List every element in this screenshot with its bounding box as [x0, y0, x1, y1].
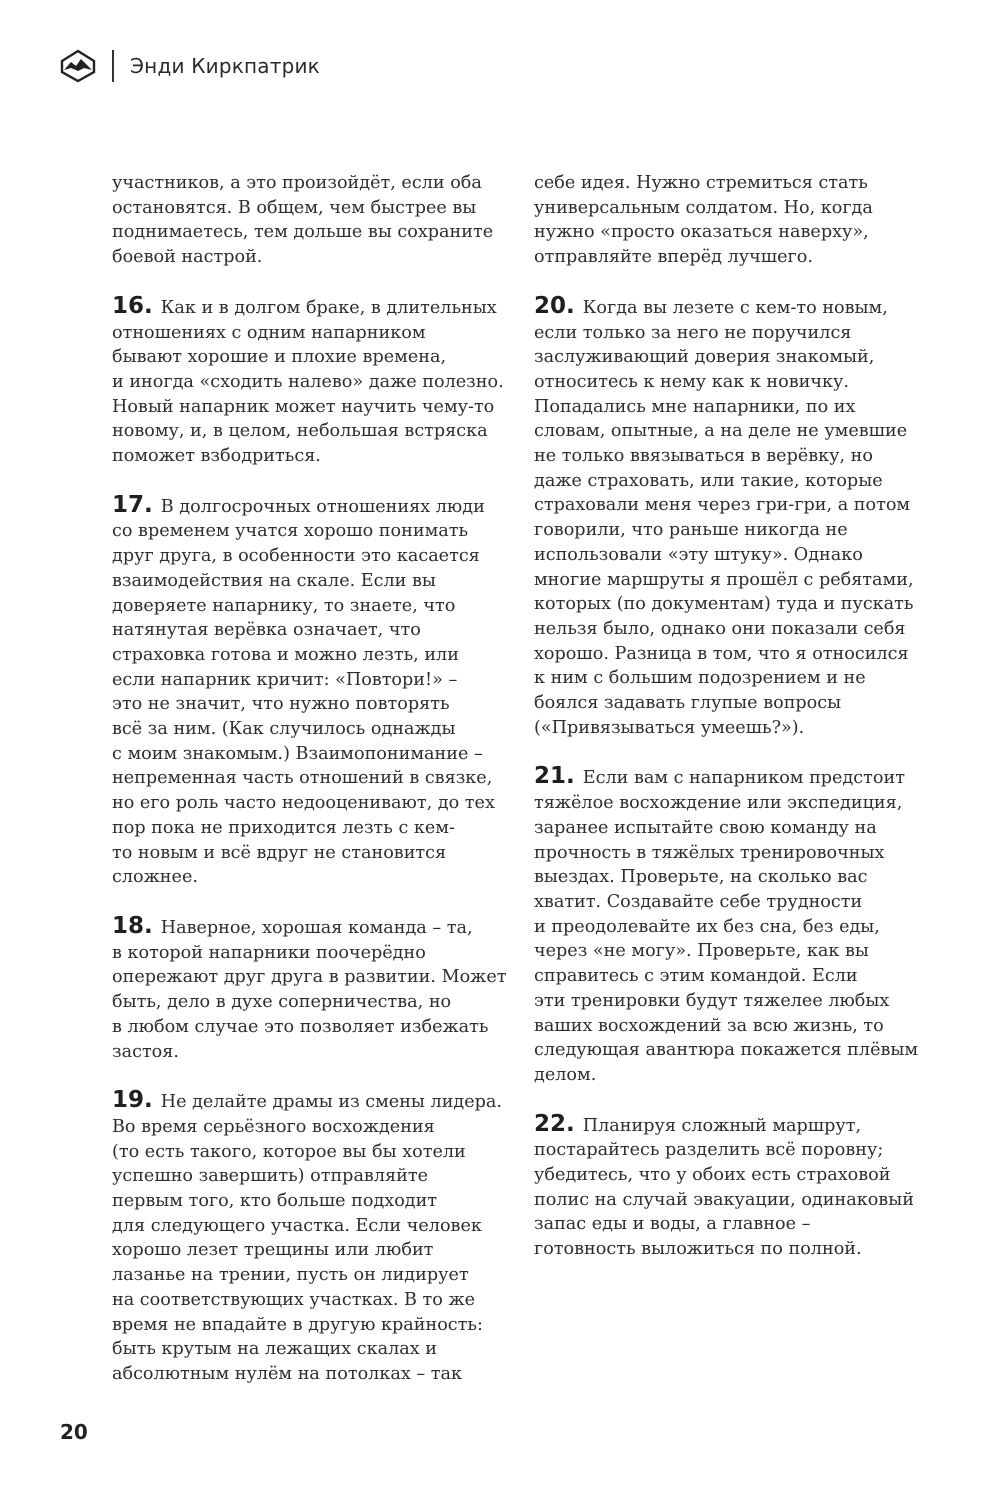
text-line	[112, 766, 507, 791]
line-text: время не впадайте в другую крайность:	[112, 1314, 483, 1335]
line-text: быть крутым на лежащих скалах и	[112, 1339, 438, 1360]
text-line	[112, 618, 507, 643]
text-line	[534, 716, 929, 741]
text-line	[112, 196, 507, 221]
text-line	[534, 1237, 929, 1262]
line-text: делом.	[534, 1064, 597, 1085]
line-text: (то есть такого, которое вы бы хотели	[112, 1141, 466, 1162]
text-line	[534, 1188, 929, 1213]
line-text: Как и в долгом браке, в длительных	[160, 297, 497, 318]
line-text: хорошо. Разница в том, что я относился	[534, 643, 909, 664]
line-text: и иногда «сходить налево» даже полезно.	[112, 371, 504, 392]
text-line	[112, 1088, 507, 1115]
line-text: застоя.	[112, 1041, 179, 1062]
text-line	[112, 1140, 507, 1165]
line-text: Планируя сложный маршрут,	[582, 1115, 862, 1136]
line-text: всё за ним. (Как случилось однажды	[112, 719, 456, 740]
line-text: отправляйте вперёд лучшего.	[534, 247, 813, 268]
line-text: но его роль часто недооценивают, до тех	[112, 793, 495, 814]
text-line	[534, 791, 929, 816]
text-line	[534, 915, 929, 940]
line-text: взаимодействия на скале. Если вы	[112, 570, 436, 591]
text-line	[112, 717, 507, 742]
text-line	[534, 294, 929, 321]
line-text: Когда вы лезете с кем-то новым,	[582, 297, 888, 318]
text-line	[534, 1138, 929, 1163]
numbered-paragraph	[112, 493, 507, 890]
line-text: Попадались мне напарники, по их	[534, 396, 856, 417]
line-text: готовность выложиться по полной.	[534, 1239, 862, 1260]
line-text: то новым и всё вдруг не становится	[112, 842, 447, 863]
text-line	[112, 1288, 507, 1313]
text-line	[534, 1163, 929, 1188]
text-line	[534, 568, 929, 593]
text-line	[534, 419, 929, 444]
text-line	[534, 518, 929, 543]
text-line	[534, 841, 929, 866]
text-line	[112, 791, 507, 816]
text-line	[534, 345, 929, 370]
line-text: остановятся. В общем, чем быстрее вы	[112, 197, 477, 218]
text-line	[534, 493, 929, 518]
text-line	[112, 370, 507, 395]
line-text: следующая авантюра покажется плёвым	[534, 1040, 919, 1061]
text-line	[534, 592, 929, 617]
text-line	[112, 1313, 507, 1338]
text-line	[112, 941, 507, 966]
item-number: 22.	[534, 1110, 575, 1137]
text-line	[534, 220, 929, 245]
item-number: 18.	[112, 912, 153, 939]
line-text: использовали «эту штуку». Однако	[534, 544, 863, 565]
text-line	[112, 1362, 507, 1387]
line-text: справитесь с этим командой. Если	[534, 966, 858, 987]
continued-paragraph	[534, 171, 929, 270]
text-line	[534, 1212, 929, 1237]
line-text: себе идея. Нужно стремиться стать	[534, 173, 868, 193]
line-text: если только за него не поручился	[534, 322, 852, 343]
line-text: в любом случае это позволяет избежать	[112, 1016, 489, 1037]
numbered-paragraph	[112, 294, 507, 469]
text-line	[112, 692, 507, 717]
text-line	[534, 171, 929, 196]
text-line	[112, 816, 507, 841]
right-column	[534, 171, 929, 1286]
line-text: с моим знакомым.) Взаимопонимание –	[112, 743, 483, 764]
running-header	[58, 44, 320, 88]
page-number: 20	[60, 1420, 88, 1444]
continued-paragraph	[112, 171, 507, 270]
line-text: со временем учатся хорошо понимать	[112, 521, 469, 542]
text-line	[112, 668, 507, 693]
line-text: словам, опытные, а на деле не умевшие	[534, 421, 908, 442]
line-text: бывают хорошие и плохие времена,	[112, 347, 447, 368]
text-line	[534, 1038, 929, 1063]
text-line	[112, 1040, 507, 1065]
line-text: к ним с большим подозрением и не	[534, 668, 866, 689]
line-text: Во время серьёзного восхождения	[112, 1116, 435, 1137]
text-line	[112, 493, 507, 520]
text-line	[112, 419, 507, 444]
text-line	[112, 444, 507, 469]
line-text: Наверное, хорошая команда – та,	[160, 917, 473, 938]
line-text: эти тренировки будут тяжелее любых	[534, 990, 890, 1011]
text-line	[112, 245, 507, 270]
text-line	[534, 370, 929, 395]
line-text: боялся задавать глупые вопросы	[534, 693, 842, 714]
line-text: хватит. Создавайте себе трудности	[534, 891, 863, 912]
text-line	[534, 1112, 929, 1139]
line-text: запас еды и воды, а главное –	[534, 1214, 811, 1235]
line-text: заранее испытайте свою команду на	[534, 817, 877, 838]
text-line	[112, 865, 507, 890]
line-text: и преодолевайте их без сна, без еды,	[534, 916, 880, 937]
line-text: нужно «просто оказаться наверху»,	[534, 222, 869, 243]
line-text: Не делайте драмы из смены лидера.	[160, 1092, 503, 1113]
line-text: через «не могу». Проверьте, как вы	[534, 941, 869, 962]
line-text: Новый напарник может научить чему-то	[112, 396, 495, 417]
text-line	[112, 544, 507, 569]
text-line	[112, 395, 507, 420]
line-text: это не значит, что нужно повторять	[112, 694, 450, 715]
text-line	[112, 519, 507, 544]
text-line	[112, 1337, 507, 1362]
line-text: говорили, что раньше никогда не	[534, 520, 848, 541]
line-text: натянутая верёвка означает, что	[112, 620, 421, 641]
line-text: многие маршруты я прошёл с ребятами,	[534, 569, 914, 590]
text-line	[112, 643, 507, 668]
text-line	[112, 1214, 507, 1239]
line-text: относитесь к нему как к новичку.	[534, 371, 849, 392]
numbered-paragraph	[112, 1088, 507, 1386]
line-text: хорошо лезет трещины или любит	[112, 1240, 434, 1261]
text-line	[112, 171, 507, 196]
line-text: лазанье на трении, пусть он лидирует	[112, 1265, 469, 1286]
line-text: («Привязываться умеешь?»).	[534, 717, 805, 738]
line-text: страховали меня через гри-гри, а потом	[534, 495, 911, 516]
text-line	[112, 294, 507, 321]
text-line	[534, 642, 929, 667]
line-text: на соответствующих участках. В то же	[112, 1289, 476, 1310]
line-text: боевой настрой.	[112, 247, 263, 268]
numbered-paragraph	[112, 914, 507, 1064]
text-line	[112, 990, 507, 1015]
line-text: выездах. Проверьте, на сколько вас	[534, 867, 868, 888]
line-text: которых (по документам) туда и пускать	[534, 594, 914, 615]
text-line	[534, 469, 929, 494]
line-text: ваших восхождений за всю жизнь, то	[534, 1015, 884, 1036]
text-line	[534, 890, 929, 915]
text-line	[534, 543, 929, 568]
text-line	[112, 1263, 507, 1288]
line-text: пор пока не приходится лезть с кем-	[112, 817, 455, 838]
line-text: сложнее.	[112, 867, 198, 888]
text-line	[534, 196, 929, 221]
numbered-paragraph	[534, 1112, 929, 1262]
text-line	[112, 321, 507, 346]
numbered-paragraph	[534, 764, 929, 1087]
text-line	[112, 594, 507, 619]
line-text: даже страховать, или такие, которые	[534, 470, 883, 491]
text-line	[534, 1063, 929, 1088]
line-text: успешно завершить) отправляйте	[112, 1166, 428, 1187]
item-number: 19.	[112, 1087, 153, 1114]
line-text: опережают друг друга в развитии. Может	[112, 967, 507, 988]
line-text: в которой напарники поочерёдно	[112, 942, 426, 963]
text-line	[112, 1238, 507, 1263]
line-text: доверяете напарнику, то знаете, что	[112, 595, 456, 616]
line-text: друг друга, в особенности это касается	[112, 546, 480, 567]
line-text: быть, дело в духе соперничества, но	[112, 992, 452, 1013]
line-text: абсолютным нулём на потолках – так	[112, 1363, 462, 1384]
line-text: участников, а это произойдёт, если оба	[112, 173, 482, 193]
text-line	[112, 220, 507, 245]
line-text: заслуживающий доверия знакомый,	[534, 347, 875, 368]
line-text: постарайтесь разделить всё поровну;	[534, 1140, 884, 1161]
text-line	[534, 939, 929, 964]
text-line	[534, 617, 929, 642]
text-line	[112, 1015, 507, 1040]
line-text: В долгосрочных отношениях люди	[160, 496, 485, 517]
text-line	[534, 245, 929, 270]
author-name: Энди Киркпатрик	[130, 54, 320, 78]
text-line	[534, 816, 929, 841]
item-number: 20.	[534, 292, 575, 319]
text-line	[112, 841, 507, 866]
line-text: первым того, кто больше подходит	[112, 1191, 438, 1212]
line-text: новому, и, в целом, небольшая встряска	[112, 421, 488, 442]
text-line	[534, 321, 929, 346]
line-text: Если вам с напарником предстоит	[582, 768, 905, 789]
text-line	[112, 742, 507, 767]
line-text: отношениях с одним напарником	[112, 322, 426, 343]
item-number: 17.	[112, 491, 153, 518]
line-text: если напарник кричит: «Повтори!» –	[112, 669, 458, 690]
text-line	[112, 1189, 507, 1214]
text-line	[534, 989, 929, 1014]
line-text: непременная часть отношений в связке,	[112, 768, 493, 789]
header-divider	[112, 50, 114, 82]
text-line	[534, 691, 929, 716]
line-text: поднимаетесь, тем дольше вы сохраните	[112, 222, 494, 243]
text-line	[112, 1164, 507, 1189]
text-line	[534, 865, 929, 890]
line-text: прочность в тяжёлых тренировочных	[534, 842, 885, 863]
text-line	[534, 964, 929, 989]
line-text: убедитесь, что у обоих есть страховой	[534, 1165, 891, 1186]
text-line	[112, 345, 507, 370]
text-line	[534, 666, 929, 691]
line-text: страховка готова и можно лезть, или	[112, 644, 459, 665]
text-line	[534, 395, 929, 420]
text-line	[112, 965, 507, 990]
text-line	[534, 1014, 929, 1039]
line-text: нельзя было, однако они показали себя	[534, 618, 906, 639]
mountain-logo-icon	[58, 48, 98, 84]
left-column	[112, 171, 507, 1411]
text-line	[112, 569, 507, 594]
numbered-paragraph	[534, 294, 929, 741]
text-line	[534, 764, 929, 791]
line-text: полис на случай эвакуации, одинаковый	[534, 1189, 914, 1210]
text-line	[112, 914, 507, 941]
line-text: тяжёлое восхождение или экспедиция,	[534, 793, 903, 814]
line-text: для следующего участка. Если человек	[112, 1215, 482, 1236]
line-text: универсальным солдатом. Но, когда	[534, 197, 873, 218]
item-number: 16.	[112, 292, 153, 319]
line-text: поможет взбодриться.	[112, 446, 321, 467]
item-number: 21.	[534, 763, 575, 790]
line-text: не только ввязываться в верёвку, но	[534, 446, 873, 467]
text-line	[112, 1115, 507, 1140]
text-line	[534, 444, 929, 469]
